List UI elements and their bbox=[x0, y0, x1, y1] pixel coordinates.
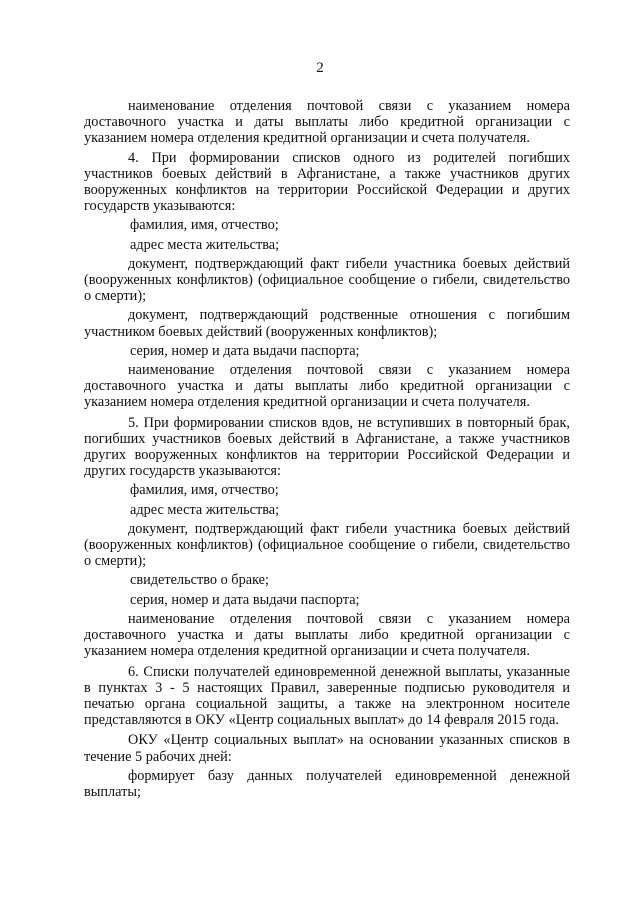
list-item: формирует базу данных получателей единовременной денежной выплаты; bbox=[84, 767, 570, 800]
list-item: фамилия, имя, отчество; bbox=[130, 217, 279, 234]
page-number: 2 bbox=[316, 60, 324, 76]
list-item: наименование отделения почтовой связи с указанием номера доставочного участка и даты выплаты либо кредитной организации с указанием номера отделения кредитной организации и счета получателя. bbox=[84, 610, 570, 660]
list-item: документ, подтверждающий родственные отношения с погибшим участником боевых действий (вооруженных конфликтов); bbox=[84, 307, 570, 340]
paragraph: ОКУ «Центр социальных выплат» на основании указанных списков в течение 5 рабочих дней: bbox=[84, 732, 570, 765]
list-item: серия, номер и дата выдачи паспорта; bbox=[130, 342, 360, 359]
list-item: свидетельство о браке; bbox=[130, 572, 269, 589]
list-item: адрес места жительства; bbox=[130, 236, 280, 253]
list-item: адрес места жительства; bbox=[130, 501, 280, 518]
list-item: серия, номер и дата выдачи паспорта; bbox=[130, 591, 360, 608]
list-item: документ, подтверждающий факт гибели участника боевых действий (вооруженных конфликтов) (официальное сообщение о гибели, свидетельство о смерти); bbox=[84, 255, 570, 305]
list-item: документ, подтверждающий факт гибели участника боевых действий (вооруженных конфликтов) (официальное сообщение о гибели, свидетельство о смерти); bbox=[84, 520, 570, 570]
document-body bbox=[84, 98, 570, 800]
list-item: фамилия, имя, отчество; bbox=[130, 482, 279, 499]
paragraph: наименование отделения почтовой связи с указанием номера доставочного участка и даты выплаты либо кредитной организации с указанием номера отделения кредитной организации и счета получателя. bbox=[84, 98, 570, 147]
paragraph: 5. При формировании списков вдов, не вступивших в повторный брак, погибших участников боевых действий в Афганистане, а также участников других вооруженных конфликтов на территории Российской Федерации и других государств указываются: bbox=[84, 414, 570, 480]
list-item: наименование отделения почтовой связи с указанием номера доставочного участка и даты выплаты либо кредитной организации с указанием номера отделения кредитной организации и счета получателя. bbox=[84, 362, 570, 411]
paragraph: 6. Списки получателей единовременной денежной выплаты, указанные в пунктах 3 - 5 настоящих Правил, заверенные подписью руководителя и печатью органа социальной защиты, а также на электронном носителе представляются в ОКУ «Центр социальных выплат» до 14 февраля 2015 года. bbox=[84, 663, 570, 729]
paragraph: 4. При формировании списков одного из родителей погибших участников боевых действий в Афганистане, а также участников других вооруженных конфликтов на территории Российской Федерации и других государств указываются: bbox=[84, 149, 570, 215]
